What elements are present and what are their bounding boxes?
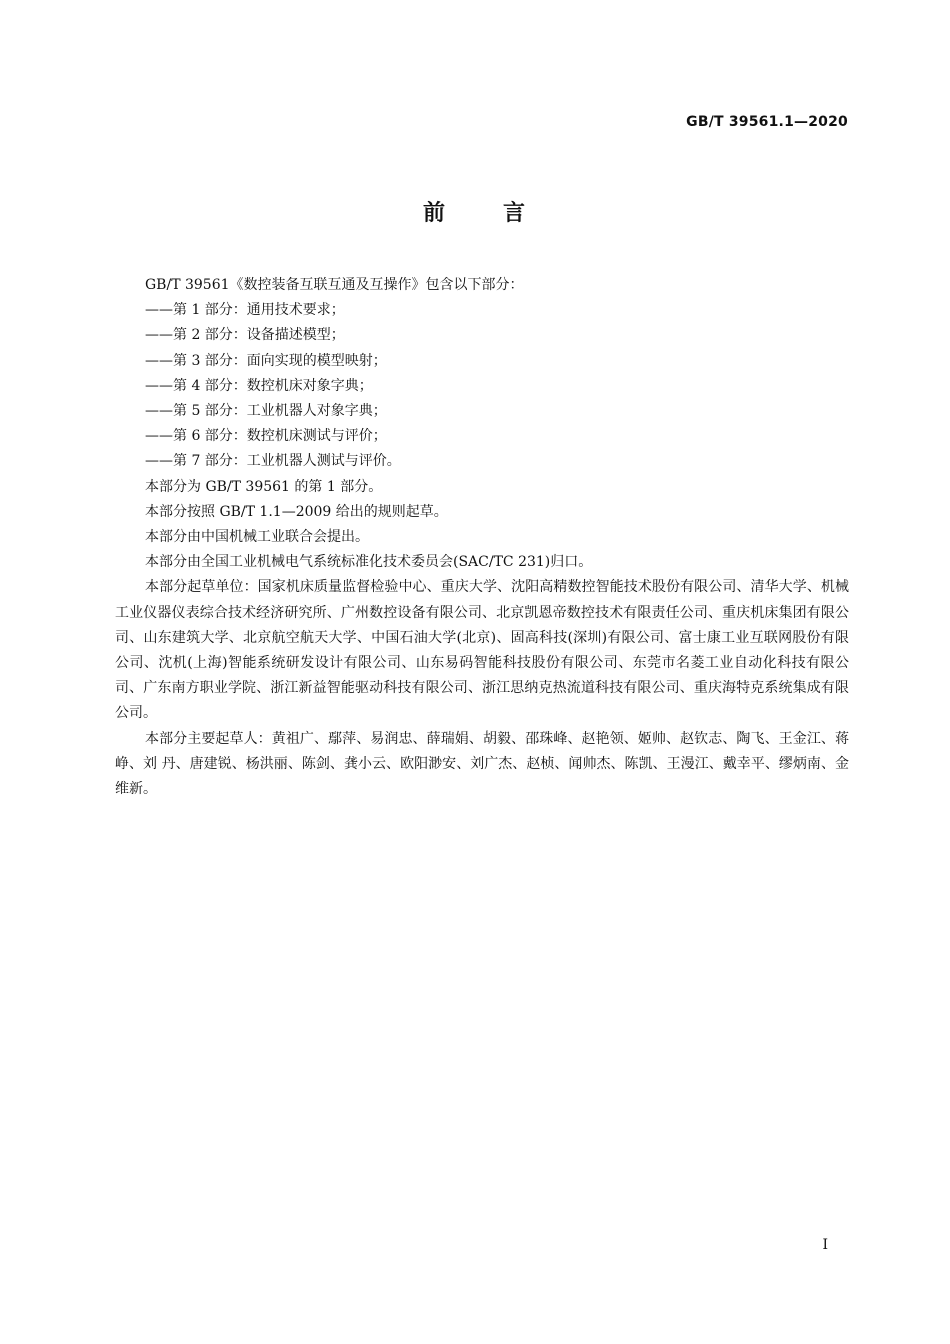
part-list-item: ——第 5 部分：工业机器人对象字典；: [145, 403, 387, 420]
page-title: [0, 196, 950, 227]
intro-paragraph: GB/T 39561《数控装备互联互通及互操作》包含以下部分：: [145, 277, 524, 293]
page-number: I: [822, 1237, 828, 1253]
drafters-paragraph: 本部分主要起草人：黄祖广、鄢萍、易润忠、薛瑞娟、胡毅、邵珠峰、赵艳领、姬帅、赵钦志、陶飞、王金江、蒋峥、刘 丹、唐建锐、杨洪丽、陈剑、龚小云、欧阳渺安、刘广杰、赵桢、闻帅杰、陈凯、王漫江、戴幸平、缪炳南、金维新。: [115, 730, 849, 798]
foreword-body: [115, 273, 849, 802]
part-list-item: ——第 1 部分：通用技术要求；: [145, 302, 345, 319]
part-list-item: ——第 7 部分：工业机器人测试与评价。: [145, 453, 401, 470]
part-list-item: ——第 6 部分：数控机床测试与评价；: [145, 428, 387, 445]
part-list-item: ——第 2 部分：设备描述模型；: [145, 327, 345, 344]
committee-statement: 本部分由全国工业机械电气系统标准化技术委员会(SAC/TC 231)归口。: [145, 554, 593, 571]
proposer-statement: 本部分由中国机械工业联合会提出。: [145, 529, 369, 546]
part-list-item: ——第 4 部分：数控机床对象字典；: [145, 377, 373, 394]
drafting-rules-statement: 本部分按照 GB/T 1.1—2009 给出的规则起草。: [145, 503, 448, 520]
part-list-item: ——第 3 部分：面向实现的模型映射；: [145, 352, 387, 369]
title-char-1: 前: [422, 201, 447, 226]
part-statement: 本部分为 GB/T 39561 的第 1 部分。: [145, 478, 383, 495]
title-char-2: 言: [503, 201, 528, 226]
standard-number: GB/T 39561.1—2020: [686, 114, 848, 130]
drafting-units-paragraph: 本部分起草单位：国家机床质量监督检验中心、重庆大学、沈阳高精数控智能技术股份有限公司、清华大学、机械工业仪器仪表综合技术经济研究所、广州数控设备有限公司、北京凯恩帝数控技术有限责任公司、重庆机床集团有限公司、山东建筑大学、北京航空航天大学、中国石油大学(北京)、固高科技(深圳)有限公司、富士康工业互联网股份有限公司、沈机(上海)智能系统研发设计有限公司、山东易码智能科技股份有限公司、东莞市名菱工业自动化科技有限公司、广东南方职业学院、浙江新益智能驱动科技有限公司、浙江思纳克热流道科技有限公司、重庆海特克系统集成有限公司。: [115, 579, 849, 722]
